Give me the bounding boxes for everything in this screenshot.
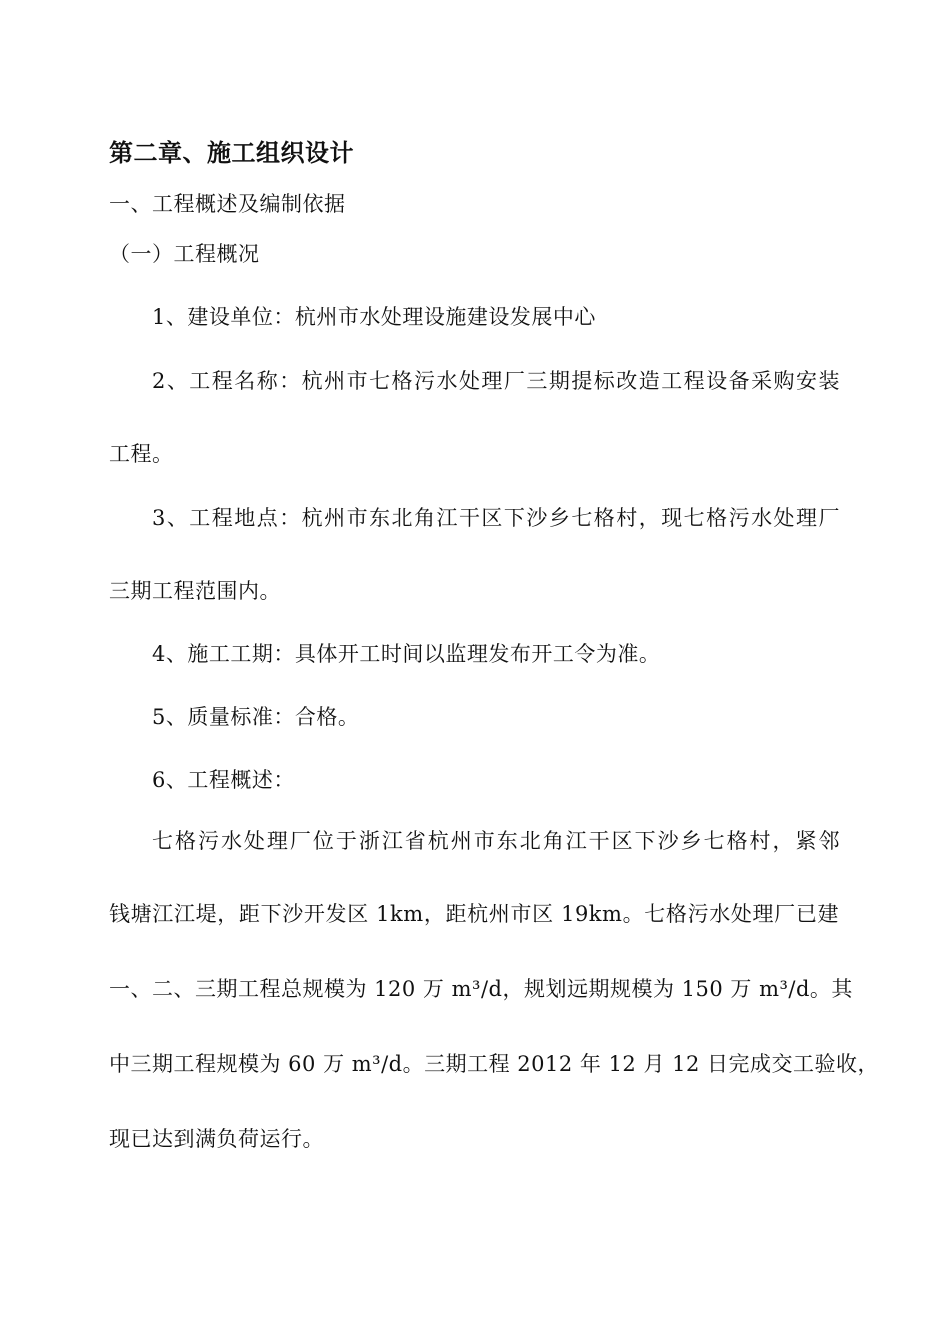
item-quality-standard: 5、质量标准：合格。 bbox=[152, 705, 360, 729]
overview-paragraph-line: 中三期工程规模为 60 万 m³/d。三期工程 2012 年 12 月 12 日完成交工验收， bbox=[109, 1052, 880, 1076]
subsection-heading: （一）工程概况 bbox=[109, 242, 260, 266]
overview-paragraph-line: 现已达到满负荷运行。 bbox=[109, 1127, 324, 1151]
item-construction-unit: 1、建设单位：杭州市水处理设施建设发展中心 bbox=[152, 305, 596, 329]
item-project-location-cont: 三期工程范围内。 bbox=[109, 579, 281, 603]
overview-paragraph-line: 七格污水处理厂位于浙江省杭州市东北角江干区下沙乡七格村，紧邻 bbox=[152, 829, 840, 853]
item-project-name-cont: 工程。 bbox=[109, 442, 174, 466]
item-construction-period: 4、施工工期：具体开工时间以监理发布开工令为准。 bbox=[152, 642, 661, 666]
overview-paragraph-line: 一、二、三期工程总规模为 120 万 m³/d，规划远期规模为 150 万 m³/d。其 bbox=[109, 977, 853, 1001]
item-project-location: 3、工程地点：杭州市东北角江干区下沙乡七格村，现七格污水处理厂 bbox=[152, 506, 840, 530]
chapter-title: 第二章、施工组织设计 bbox=[109, 139, 354, 167]
overview-paragraph-line: 钱塘江江堤，距下沙开发区 1km，距杭州市区 19km。七格污水处理厂已建 bbox=[109, 902, 839, 926]
item-project-name: 2、工程名称：杭州市七格污水处理厂三期提标改造工程设备采购安装 bbox=[152, 369, 840, 393]
item-project-overview: 6、工程概述： bbox=[152, 768, 295, 792]
section-heading: 一、工程概述及编制依据 bbox=[109, 192, 346, 216]
